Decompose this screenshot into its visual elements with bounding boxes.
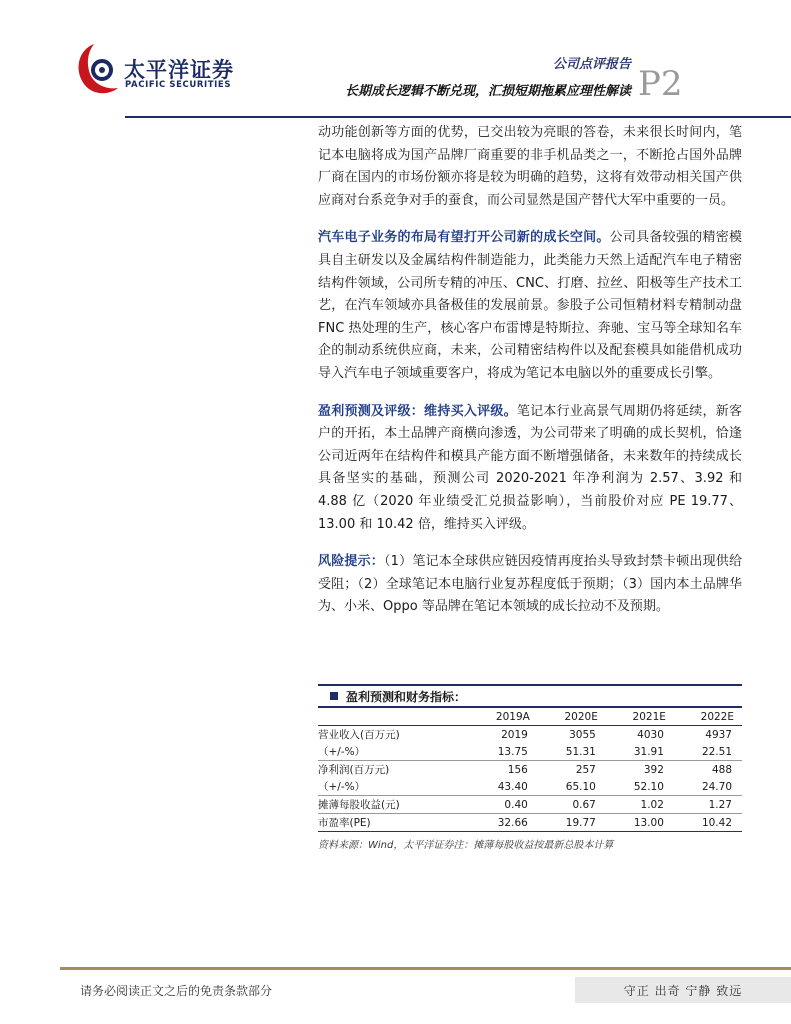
report-type: 公司点评报告: [552, 57, 631, 72]
table-row: [318, 726, 742, 744]
table-cell: 257: [575, 763, 596, 776]
table-cell: 488: [711, 763, 732, 776]
table-cell: 13.75: [497, 745, 528, 758]
table-cell: 13.00: [633, 816, 664, 829]
table-cell: （+/-%）: [318, 781, 366, 793]
table-header-row: [318, 708, 742, 726]
paragraph-text: 公司具备较强的精密模具自主研发以及金属结构件制造能力，此类能力天然上适配汽车电子精密结构件领域，公司所专精的冲压、CNC、打磨、拉丝、阳极等生产技术工艺，在汽车领域亦具备极佳的发展前景。参股子公司恒精材料专精制动盘 FNC 热处理的生产，核心客户布雷博是特斯拉、奔驰、宝马等全球知名车企的制动系统供应商，未来，公司精密结构件以及配套模具如能借机成功导入汽车电子领域重要客户，将成为笔记本电脑以外的重要成长引擎。: [318, 230, 742, 381]
square-bullet-icon: [330, 692, 338, 700]
table-cell: 51.31: [565, 745, 596, 758]
table-cell: 4030: [637, 728, 664, 741]
table-cell: 392: [643, 763, 664, 776]
report-body: [318, 122, 742, 634]
logo-chinese-name: 太平洋证券: [124, 58, 234, 82]
paragraph-lead: 盈利预测及评级：维持买入评级。: [318, 403, 517, 419]
table-cell: 52.10: [633, 780, 664, 793]
table-row: [318, 796, 742, 814]
table-cell: 32.66: [497, 816, 528, 829]
table-cell: 31.91: [633, 745, 664, 758]
table-cell: （+/-%）: [318, 746, 366, 758]
table-cell: 65.10: [565, 780, 596, 793]
financial-forecast-table-block: [318, 684, 742, 851]
footer-disclaimer: 请务必阅读正文之后的免责条款部分: [80, 984, 273, 998]
table-cell: 19.77: [565, 816, 596, 829]
paragraph-2: [318, 227, 742, 385]
table-cell: 24.70: [701, 780, 732, 793]
report-title: 长期成长逻辑不断兑现，汇损短期拖累应理性解读: [344, 84, 631, 99]
table-header-cell: [318, 708, 469, 726]
table-cell: 净利润(百万元): [318, 764, 390, 776]
paragraph-text: 笔记本行业高景气周期仍将延续，新客户的开拓，本土品牌产商横向渗透，为公司带来了明确的成长契机，恰逢公司近两年在结构件和模具产能方面不断增强储备，未来数年的持续成长具备坚实的基础，预测公司 2020-2021 年净利润为 2.57、3.92 和 4.88 亿（2020 年业绩受汇兑损益影响），当前股价对应 PE 19.77、13.00 和 10.42 倍，维持买入评级。: [318, 403, 742, 532]
footer-motto: 守正 出奇 宁静 致远: [575, 977, 791, 1003]
table-cell: 营业收入(百万元): [318, 729, 400, 741]
logo-english-name: PACIFIC SECURITIES: [125, 80, 232, 90]
table-source-note: 资料来源：Wind，太平洋证券注：摊薄每股收益按最新总股本计算: [318, 840, 614, 851]
table-cell: 156: [507, 763, 528, 776]
paragraph-4: [318, 551, 742, 619]
table-cell: 22.51: [701, 745, 732, 758]
table-cell: 4937: [705, 728, 732, 741]
table-row: [318, 761, 742, 779]
table-header-cell: 2019A: [495, 710, 530, 723]
table-cell: 43.40: [497, 780, 528, 793]
table-cell: 摊薄每股收益(元): [318, 799, 400, 811]
paragraph-1: [318, 122, 742, 212]
table-title: 盈利预测和财务指标：: [346, 689, 467, 704]
page-number: P2: [638, 64, 683, 104]
paragraph-lead: 风险提示：: [318, 554, 384, 570]
paragraph-lead: 汽车电子业务的布局有望打开公司新的成长空间。: [318, 230, 610, 246]
table-cell: 1.27: [708, 798, 732, 811]
table-row: [318, 778, 742, 796]
table-cell: 市盈率(PE): [318, 817, 371, 829]
table-row: [318, 814, 742, 832]
table-header-cell: 2020E: [564, 710, 598, 723]
paragraph-text: 动功能创新等方面的优势，已交出较为亮眼的答卷，未来很长时间内，笔记本电脑将成为国产品牌厂商重要的非手机品类之一，不断抢占国外品牌厂商在国内的市场份额亦将是较为明确的趋势，这将有效带动相关国产供应商对台系竞争对手的蚕食，而公司显然是国产替代大军中重要的一员。: [318, 125, 742, 208]
pacific-securities-logo-icon: [72, 40, 122, 98]
table-header-cell: 2021E: [632, 710, 666, 723]
table-cell: 1.02: [640, 798, 664, 811]
table-row: [318, 743, 742, 761]
table-header-cell: 2022E: [700, 710, 734, 723]
table-title-bar: [318, 684, 742, 708]
paragraph-text: （1）笔记本全球供应链因疫情再度抬头导致封禁卡顿出现供给受阻；（2）全球笔记本电脑行业复苏程度低于预期；（3）国内本土品牌华为、小米、Oppo 等品牌在笔记本领域的成长拉动不及预期。: [318, 554, 742, 615]
table-cell: 0.40: [504, 798, 528, 811]
table-cell: 3055: [569, 728, 596, 741]
header-divider: [125, 116, 791, 118]
paragraph-3: [318, 401, 742, 537]
footer-divider: [60, 967, 791, 970]
table-cell: 10.42: [701, 816, 732, 829]
table-cell: 0.67: [572, 798, 596, 811]
financial-forecast-table: [318, 708, 742, 832]
table-cell: 2019: [501, 728, 528, 741]
company-logo: [72, 40, 242, 98]
